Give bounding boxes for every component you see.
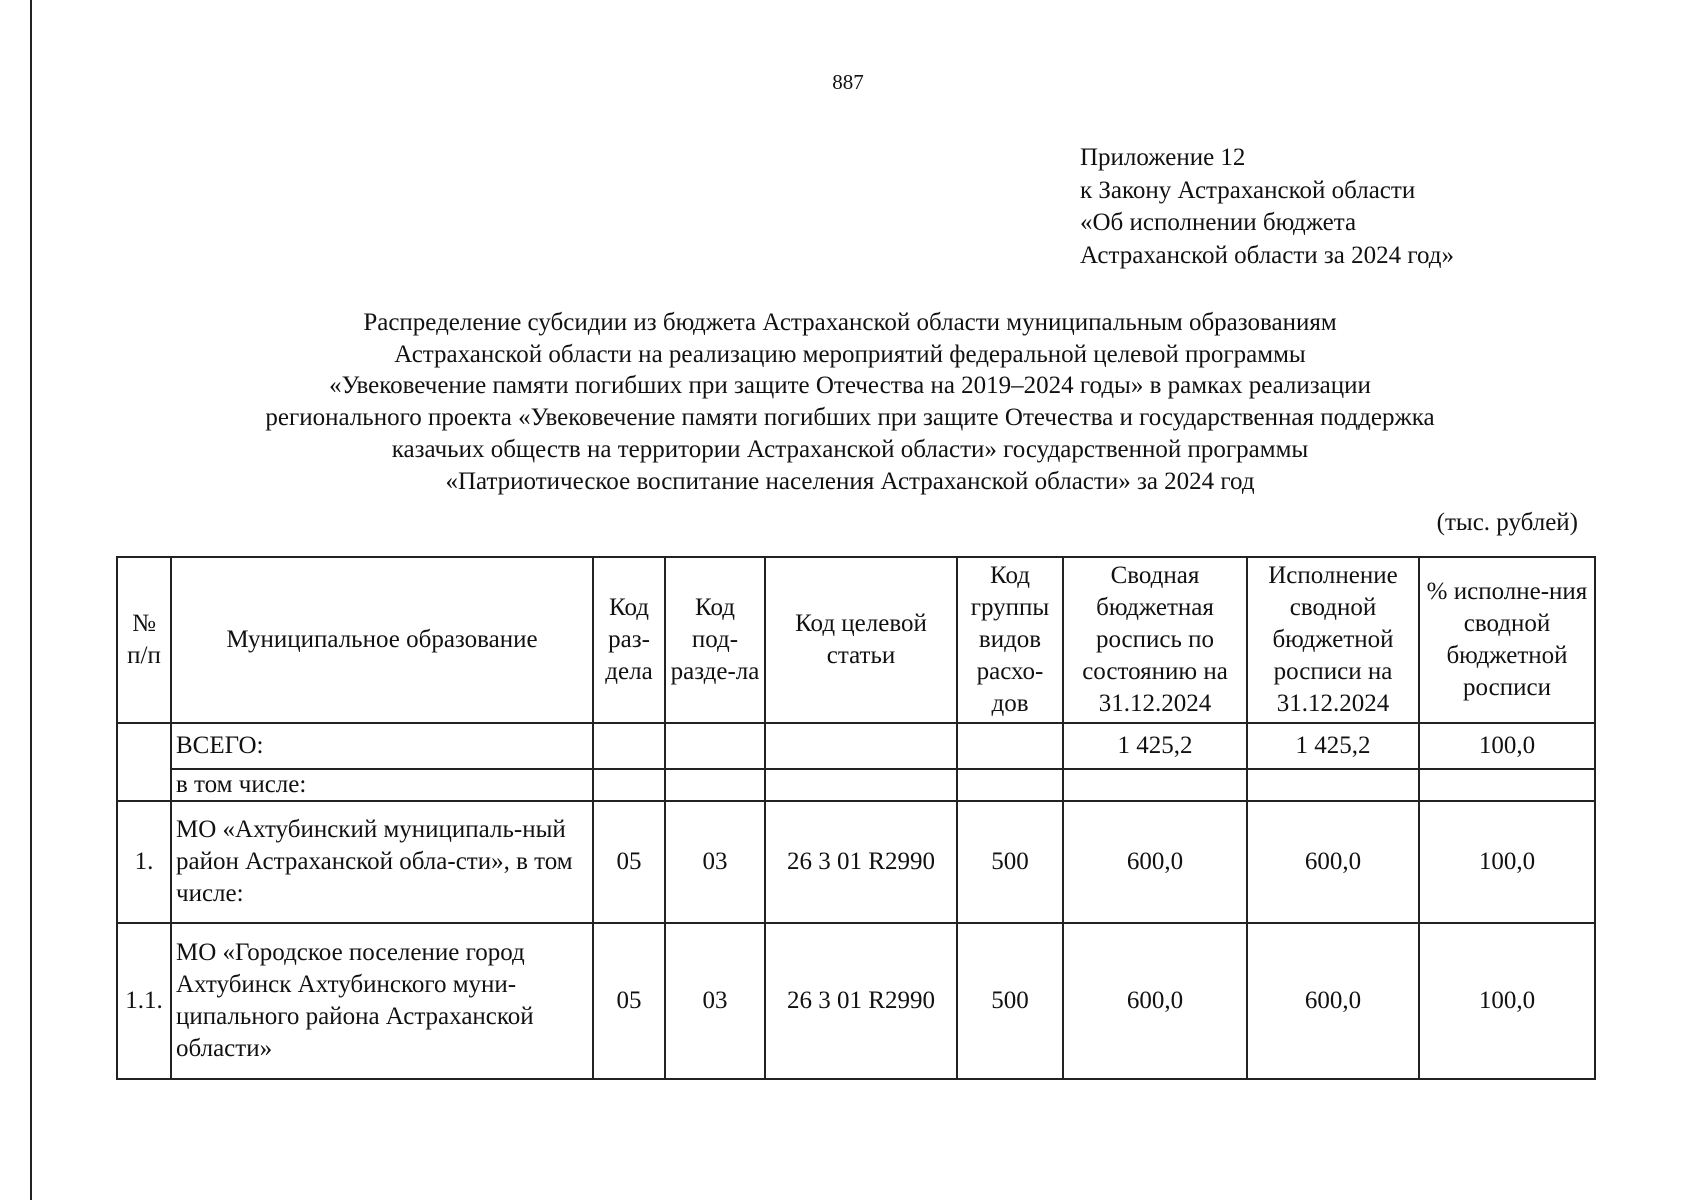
header-municipality: Муниципальное образование: [171, 557, 593, 723]
title-line: Распределение субсидии из бюджета Астраханской области муниципальным образованиям: [363, 309, 1337, 336]
appendix-note: [1080, 142, 1454, 272]
row-num: 1.: [117, 801, 171, 923]
total-num-cell: [117, 723, 171, 801]
title-line: «Увековечение памяти погибших при защите Отечества на 2019–2024 годы» в рамках реализации: [329, 372, 1371, 400]
table-row: [117, 801, 1595, 923]
row-target-code: 26 3 01 R2990: [765, 801, 957, 923]
table-row-including: [117, 769, 1595, 801]
row-percent: 100,0: [1419, 801, 1595, 923]
row-subsection-code: 03: [665, 801, 765, 923]
total-planned: 1 425,2: [1063, 723, 1247, 769]
header-target-code: Код целевой статьи: [765, 557, 957, 723]
row-municipality: МО «Ахтубинский муниципаль-ный район Астраханской обла-сти», в том числе:: [171, 801, 593, 923]
header-percent: % исполне-ния сводной бюджетной росписи: [1419, 557, 1595, 723]
table-cell: [665, 769, 765, 801]
table-cell: [957, 723, 1063, 769]
appendix-line: Астраханской области за 2024 год»: [1080, 241, 1455, 269]
table-header-row: [117, 557, 1595, 723]
including-label: в том числе:: [171, 769, 593, 801]
row-section-code: 05: [593, 923, 665, 1079]
row-planned: 600,0: [1063, 801, 1247, 923]
row-expense-group-code: 500: [957, 923, 1063, 1079]
title-line: «Патриотическое воспитание населения Астраханской области» за 2024 год: [445, 467, 1255, 495]
row-num: 1.1.: [117, 923, 171, 1079]
table-cell: [1419, 769, 1595, 801]
table-cell: [765, 769, 957, 801]
total-label: ВСЕГО:: [171, 723, 593, 769]
row-municipality: МО «Городское поселение город Ахтубинск Ахтубинского муни-ципального района Астраханской области»: [171, 923, 593, 1079]
page-number: 887: [832, 70, 864, 94]
row-expense-group-code: 500: [957, 801, 1063, 923]
table-cell: [665, 723, 765, 769]
header-subsection-code: Код под-разде-ла: [665, 557, 765, 723]
table-cell: [1063, 769, 1247, 801]
table-cell: [957, 769, 1063, 801]
row-target-code: 26 3 01 R2990: [765, 923, 957, 1079]
row-subsection-code: 03: [665, 923, 765, 1079]
header-num: № п/п: [117, 557, 171, 723]
row-executed: 600,0: [1247, 801, 1419, 923]
units-note: (тыс. рублей): [1436, 509, 1578, 536]
row-planned: 600,0: [1063, 923, 1247, 1079]
table-row-total: [117, 723, 1595, 769]
header-expense-group-code: Код группы видов расхо-дов: [957, 557, 1063, 723]
total-percent: 100,0: [1419, 723, 1595, 769]
title-line: регионального проекта «Увековечение памяти погибших при защите Отечества и государственная поддержка: [265, 404, 1435, 432]
page-edge-line: [30, 0, 32, 1200]
table-cell: [593, 723, 665, 769]
document-title: [150, 307, 1550, 497]
title-line: Астраханской области на реализацию мероприятий федеральной целевой программы: [394, 340, 1306, 368]
header-executed: Исполнение сводной бюджетной росписи на 31.12.2024: [1247, 557, 1419, 723]
subsidy-table: [116, 556, 1596, 1080]
title-line: казачьих обществ на территории Астраханской области» государственной программы: [391, 435, 1309, 463]
row-executed: 600,0: [1247, 923, 1419, 1079]
table-cell: [593, 769, 665, 801]
header-section-code: Код раз-дела: [593, 557, 665, 723]
table-row: [117, 923, 1595, 1079]
row-percent: 100,0: [1419, 923, 1595, 1079]
table-cell: [765, 723, 957, 769]
header-planned: Сводная бюджетная роспись по состоянию на 31.12.2024: [1063, 557, 1247, 723]
row-section-code: 05: [593, 801, 665, 923]
appendix-line: Приложение 12: [1080, 144, 1246, 171]
table-cell: [1247, 769, 1419, 801]
total-executed: 1 425,2: [1247, 723, 1419, 769]
appendix-line: к Закону Астраханской области: [1080, 176, 1416, 204]
appendix-line: «Об исполнении бюджета: [1080, 209, 1357, 236]
